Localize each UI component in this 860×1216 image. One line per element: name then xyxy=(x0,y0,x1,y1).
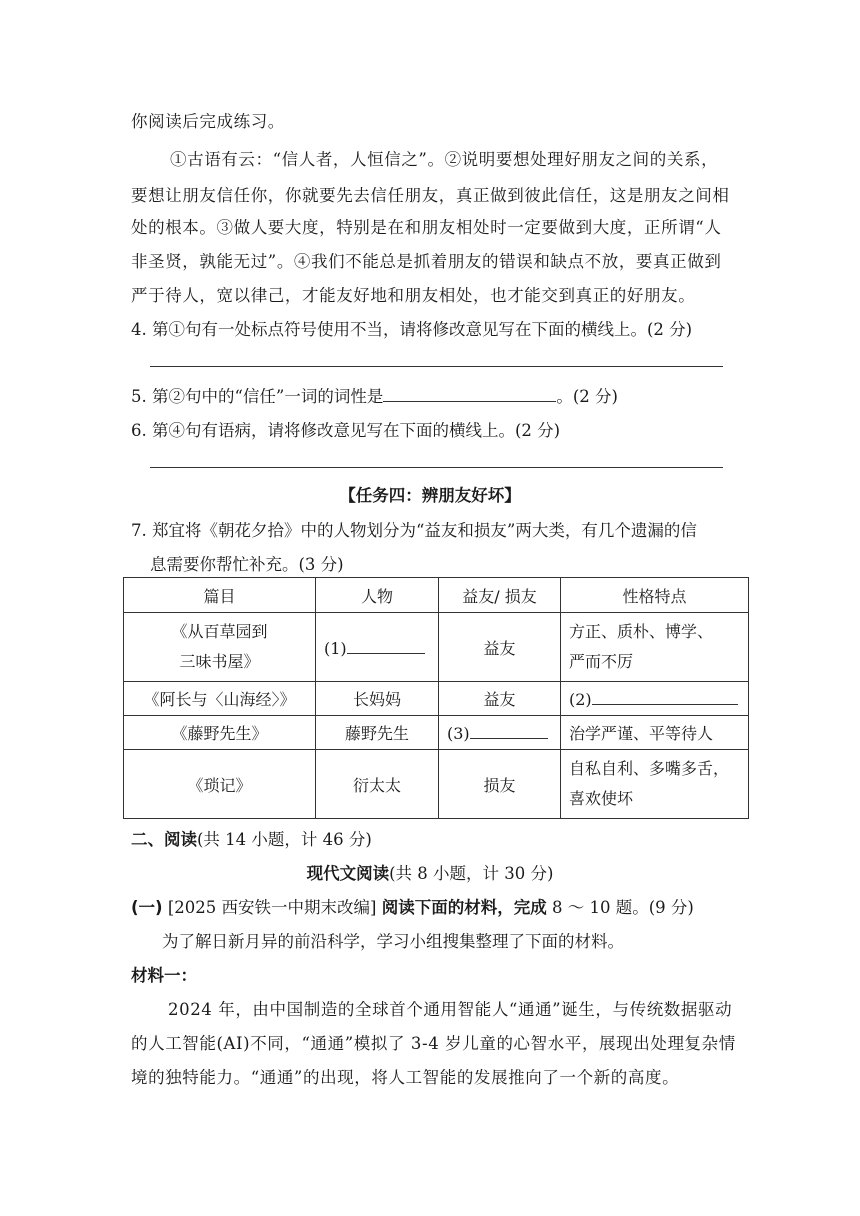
cell-person: 藤野先生 xyxy=(316,716,439,750)
passage-line: 严于待人，宽以律己，才能友好地和朋友相处，也才能交到真正的好朋友。 xyxy=(131,286,696,305)
header-trait: 性格特点 xyxy=(561,578,749,613)
material-line: 2024 年，由中国制造的全球首个通用智能人“通通”诞生，与传统数据驱动 xyxy=(168,1000,733,1019)
answer-line-4[interactable] xyxy=(150,366,723,367)
cell-type: (3) xyxy=(439,716,561,750)
cell-trait: (2) xyxy=(561,682,749,716)
table-row xyxy=(124,613,749,682)
intro-line: 你阅读后完成练习。 xyxy=(131,112,285,131)
passage-line: 要想让朋友信任你，你就要先去信任朋友，真正做到彼此信任，这是朋友之间相 xyxy=(131,186,730,205)
cell-person: 衍太太 xyxy=(316,750,439,819)
answer-blank-5[interactable] xyxy=(383,385,556,402)
fill-blank-3[interactable] xyxy=(470,722,548,739)
fill-blank-1[interactable] xyxy=(347,637,425,654)
cell-title: 《从百草园到 三味书屋》 xyxy=(124,613,316,682)
cell-person: 长妈妈 xyxy=(316,682,439,716)
question-5-text: 5. 第②句中的“信任”一词的词性是 xyxy=(131,387,384,406)
material-line: 的人工智能(AI)不同，“通通”模拟了 3-4 岁儿童的心智水平，展现出处理复杂情 xyxy=(131,1034,736,1053)
table-row xyxy=(124,716,749,750)
cell-type: 益友 xyxy=(439,682,561,716)
header-person: 人物 xyxy=(316,578,439,613)
question-5 xyxy=(131,383,618,407)
cell-trait: 方正、质朴、博学、 严而不厉 xyxy=(561,613,749,682)
section2-heading: 二、阅读(共 14 小题，计 46 分) xyxy=(131,830,372,849)
task4-heading: 【任务四：辨朋友好坏】 xyxy=(339,486,521,505)
question-5-score: 。(2 分) xyxy=(556,387,618,406)
table-row xyxy=(124,682,749,716)
cell-type: 益友 xyxy=(439,613,561,682)
cell-title: 《藤野先生》 xyxy=(124,716,316,750)
header-type: 益友/ 损友 xyxy=(439,578,561,613)
question-4: 4. 第①句有一处标点符号使用不当，请将修改意见写在下面的横线上。(2 分) xyxy=(131,320,693,339)
header-title: 篇目 xyxy=(124,578,316,613)
table-row xyxy=(124,750,749,819)
passage-line: ①古语有云：“信人者，人恒信之”。②说明要想处理好朋友之间的关系， xyxy=(170,150,719,169)
cell-trait: 治学严谨、平等待人 xyxy=(561,716,749,750)
fill-blank-2[interactable] xyxy=(592,688,738,705)
material-line: 境的独特能力。“通通”的出现，将人工智能的发展推向了一个新的高度。 xyxy=(131,1068,680,1087)
part1-heading: (一) [2025 西安铁一中期末改编] 阅读下面的材料，完成 8 ～ 10 题。(9 分) xyxy=(131,898,694,917)
cell-title: 《琐记》 xyxy=(124,750,316,819)
question-6: 6. 第④句有语病，请将修改意见写在下面的横线上。(2 分) xyxy=(131,421,561,440)
character-table xyxy=(123,577,749,819)
passage-line: 处的根本。③做人要大度，特别是在和朋友相处时一定要做到大度，正所谓“人 xyxy=(131,218,722,237)
cell-title: 《阿长与〈山海经〉》 xyxy=(124,682,316,716)
answer-line-6[interactable] xyxy=(150,467,723,468)
cell-type: 损友 xyxy=(439,750,561,819)
section2-subheading: 现代文阅读(共 8 小题，计 30 分) xyxy=(306,864,554,883)
material-label: 材料一： xyxy=(131,966,197,985)
table-header-row xyxy=(124,578,749,613)
cell-trait: 自私自利、多嘴多舌， 喜欢使坏 xyxy=(561,750,749,819)
passage-line: 非圣贤，孰能无过”。④我们不能总是抓着朋友的错误和缺点不放，要真正做到 xyxy=(131,252,722,271)
section2-intro: 为了解日新月异的前沿科学，学习小组搜集整理了下面的材料。 xyxy=(162,932,624,951)
cell-person: (1) xyxy=(316,613,439,682)
question-7-line2: 息需要你帮忙补充。(3 分) xyxy=(150,555,344,574)
question-7-line1: 7. 郑宜将《朝花夕拾》中的人物划分为“益友和损友”两大类，有几个遗漏的信 xyxy=(131,521,697,540)
